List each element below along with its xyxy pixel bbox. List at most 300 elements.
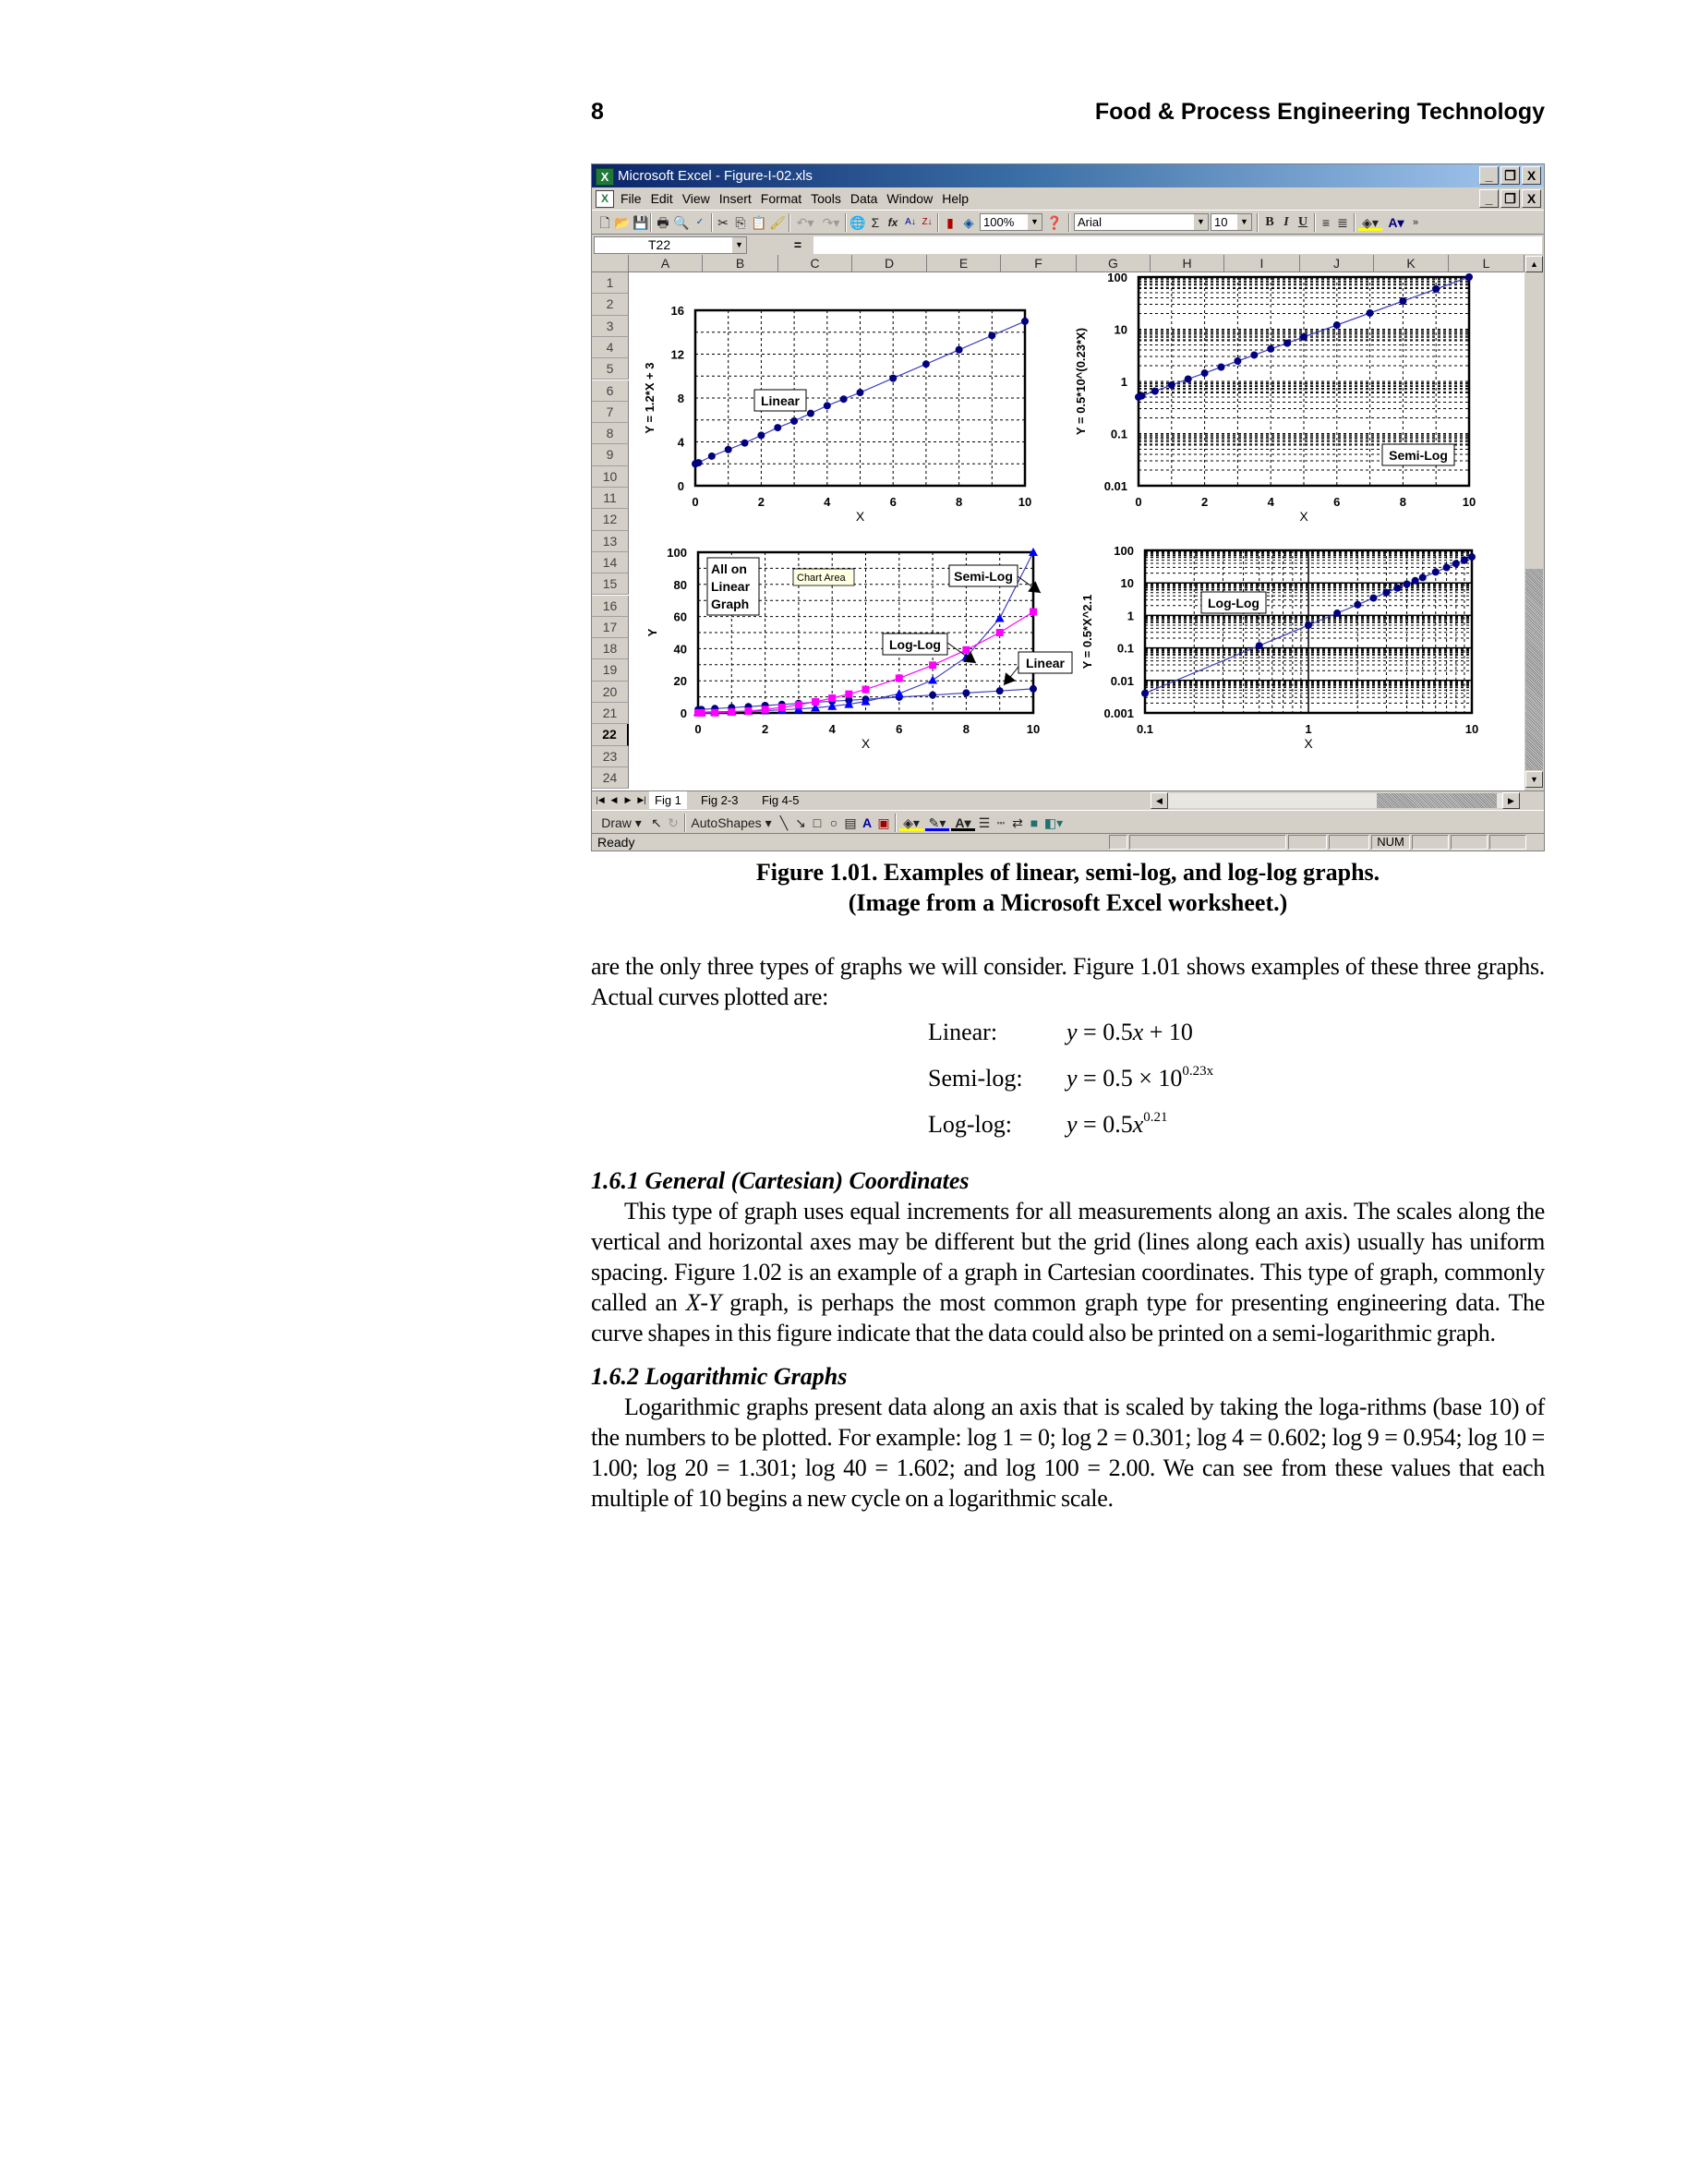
minimize-button[interactable]: _ [1479, 166, 1499, 185]
annotation-all-on-linear-graph: Graph [711, 597, 750, 611]
data-point [1256, 642, 1263, 649]
y-tick-label: 0.01 [1103, 479, 1127, 493]
row-header-23[interactable]: 23 [592, 746, 629, 767]
equations-block [928, 1014, 1297, 1152]
window-title: Microsoft Excel - Figure-I-02.xls [618, 168, 813, 184]
prev-sheet-icon[interactable]: ◀ [610, 795, 618, 804]
free-rotate-icon[interactable]: ↻ [668, 815, 679, 830]
document-body [591, 857, 1545, 1514]
y-tick-label: 40 [673, 642, 687, 657]
status-panel [1109, 835, 1127, 850]
shadow-icon[interactable]: ■ [1030, 815, 1039, 830]
title-bar [592, 164, 1544, 187]
wordart-icon[interactable]: A [862, 815, 873, 830]
bold-button[interactable]: B [1265, 215, 1274, 229]
data-point [1218, 364, 1225, 371]
y-tick-label: 20 [673, 674, 687, 689]
data-point [1030, 685, 1037, 693]
clip-art-icon[interactable]: ▣ [877, 815, 890, 830]
data-point [988, 332, 995, 339]
y-tick-label: 10 [1114, 322, 1127, 337]
equation-exponent: 0.21 [1143, 1110, 1168, 1125]
new-icon[interactable]: 🗋 [599, 215, 610, 230]
status-bar [592, 833, 1544, 851]
row-header-24[interactable]: 24 [592, 767, 629, 789]
equation-exponent: 0.23x [1182, 1064, 1214, 1079]
data-point [1432, 285, 1440, 293]
section-1-emphasis: X-Y [685, 1289, 721, 1316]
equation-formula [1066, 1060, 1213, 1097]
data-point [728, 708, 735, 716]
data-point [824, 402, 831, 409]
chevron-down-icon[interactable]: ▼ [1028, 214, 1042, 230]
y-tick-label: 0.1 [1110, 427, 1127, 441]
x-tick-label: 10 [1464, 722, 1479, 736]
formula-bar [592, 235, 1544, 255]
data-point [795, 701, 802, 708]
vertical-scroll-thumb[interactable] [1525, 569, 1543, 770]
row-header-21[interactable]: 21 [592, 703, 629, 724]
x-axis-label: X [861, 736, 871, 751]
data-point [956, 346, 963, 354]
scroll-left-icon[interactable]: ◀ [1151, 792, 1168, 809]
chevron-down-icon[interactable]: ▼ [1237, 214, 1251, 230]
data-point [840, 395, 848, 403]
menu-format[interactable]: Format [760, 191, 802, 206]
close-button[interactable]: X [1522, 166, 1541, 185]
menu-window[interactable]: Window [886, 191, 934, 206]
annotation-combined-linear: Linear [1025, 656, 1066, 670]
row-header-13[interactable]: 13 [592, 531, 629, 552]
annotation-semi-log: Semi-Log [1389, 448, 1448, 463]
zoom-value: 100% [983, 215, 1015, 229]
last-sheet-icon[interactable]: ▶| [637, 795, 646, 804]
dash-style-icon[interactable]: ┅ [996, 815, 1006, 830]
y-tick-label: 1 [1120, 375, 1127, 389]
print-icon[interactable]: 🖶 [657, 215, 669, 230]
equation-lhs: y [1066, 1111, 1078, 1138]
arrow-style-icon[interactable]: ⇄ [1012, 815, 1023, 830]
row-header-15[interactable]: 15 [592, 573, 629, 595]
equation-row [928, 1060, 1297, 1106]
drawing-icon[interactable]: ◈ [963, 215, 974, 230]
scroll-right-icon[interactable]: ▶ [1502, 792, 1520, 809]
y-axis-label: Y = 0.5*10^(0.23*X) [1074, 327, 1088, 436]
y-tick-label: 60 [673, 609, 687, 624]
menu-insert[interactable]: Insert [718, 191, 752, 206]
row-header-5[interactable]: 5 [592, 358, 629, 380]
arrow-icon[interactable]: ↘ [795, 815, 806, 830]
menu-edit[interactable]: Edit [650, 191, 673, 206]
data-point [896, 674, 903, 682]
row-header-2[interactable]: 2 [592, 294, 629, 315]
row-header-20[interactable]: 20 [592, 682, 629, 703]
sheet-tab-fig-2-3[interactable]: Fig 2-3 [701, 793, 739, 807]
menu-bar [592, 187, 1544, 210]
data-point [1030, 609, 1037, 616]
font-size-combo[interactable] [1211, 213, 1252, 231]
redo-icon[interactable]: ↷▾ [822, 215, 840, 230]
equation-formula [1066, 1106, 1168, 1143]
data-point [1452, 560, 1460, 567]
row-header-4[interactable]: 4 [592, 337, 629, 358]
data-point [790, 417, 798, 425]
column-header-b[interactable]: B [703, 255, 778, 272]
x-tick-label: 0 [692, 495, 699, 509]
data-point [1151, 388, 1159, 395]
row-header-6[interactable]: 6 [592, 380, 629, 402]
data-point [1443, 564, 1451, 572]
equation-rhs: = 0.5 × 10 [1077, 1065, 1183, 1092]
status-panel [1129, 835, 1286, 850]
data-point [1333, 321, 1341, 329]
y-axis-label: Y = 1.2*X + 3 [643, 362, 657, 434]
data-point [929, 692, 936, 699]
row-header-14[interactable]: 14 [592, 552, 629, 573]
y-tick-label: 0.01 [1110, 673, 1134, 688]
running-title: Food & Process Engineering Technology [1094, 99, 1545, 125]
row-header-18[interactable]: 18 [592, 638, 629, 659]
print-preview-icon[interactable]: 🔍 [673, 215, 690, 230]
data-point [1141, 690, 1149, 697]
line-color-icon[interactable]: ✎▾ [925, 814, 949, 831]
doc-restore-button[interactable]: ❐ [1500, 189, 1520, 208]
data-point [812, 698, 819, 706]
column-header-d[interactable]: D [852, 255, 927, 272]
autoshapes-menu-button[interactable]: AutoShapes ▾ [691, 815, 772, 830]
italic-button[interactable]: I [1283, 215, 1289, 229]
select-objects-icon[interactable]: ↖ [651, 815, 662, 830]
charts-layer [592, 255, 1524, 790]
data-point [1139, 392, 1146, 400]
equation-formula [1066, 1014, 1193, 1051]
status-num: NUM [1371, 835, 1410, 850]
equation-lhs: y [1066, 1019, 1078, 1045]
equation-var: x [1132, 1019, 1144, 1045]
y-tick-label: 12 [670, 347, 684, 362]
column-header-h[interactable]: H [1151, 255, 1224, 272]
menu-file[interactable]: File [621, 191, 642, 206]
data-point [1185, 375, 1192, 382]
section-2-paragraph: Logarithmic graphs present data along an axis that is scaled by taking the loga-rithms (base 10) of the numbers to be plotted. For example: log 1 = 0; log 2 = 0.301; log 4 = 0.602; log 9 = 0.954; log 10 = 1.00; log 20 = 1.301; log 40 = 1.602; and log 100 = 2.00. We can see from these values that each multiple of 10 begins a new cycle on a logarithmic scale. [591, 1394, 1545, 1512]
drawing-toolbar [592, 810, 1544, 833]
font-size-value: 10 [1214, 215, 1228, 229]
data-point [698, 709, 705, 717]
sheet-tab-fig-1[interactable]: Fig 1 [649, 791, 687, 809]
x-tick-label: 4 [824, 495, 831, 509]
save-icon[interactable]: 💾 [633, 215, 649, 230]
column-header-i[interactable]: I [1224, 255, 1300, 272]
y-tick-label: 16 [670, 304, 684, 318]
y-tick-label: 80 [673, 577, 687, 592]
x-tick-label: 4 [828, 722, 836, 736]
name-box-value: T22 [648, 237, 671, 252]
font-value: Arial [1078, 215, 1103, 229]
column-header-g[interactable]: G [1077, 255, 1151, 272]
x-axis-label: X [1299, 509, 1308, 524]
zoom-combo[interactable] [980, 213, 1042, 231]
data-point [757, 431, 765, 439]
format-painter-icon[interactable]: 🖌 [769, 215, 786, 230]
x-tick-label: 6 [889, 495, 897, 509]
column-header-j[interactable]: J [1300, 255, 1374, 272]
data-point [1419, 573, 1427, 581]
data-point [807, 410, 814, 417]
font-color-icon[interactable]: A▾ [1388, 215, 1404, 230]
line-style-icon[interactable]: ☰ [978, 815, 991, 830]
equation-rhs: = 0.5 [1077, 1019, 1133, 1045]
page-number: 8 [591, 99, 604, 125]
column-header-e[interactable]: E [927, 255, 1001, 272]
copy-icon[interactable]: ⎘ [735, 215, 746, 230]
workbook-icon[interactable]: X [596, 190, 614, 208]
chevron-down-icon[interactable]: ▼ [1194, 214, 1208, 230]
data-point [711, 709, 718, 717]
equation-row [928, 1014, 1297, 1060]
autoshapes-label: AutoShapes [691, 815, 762, 830]
sheet-tab-fig-4-5[interactable]: Fig 4-5 [762, 793, 800, 807]
data-point [741, 440, 749, 447]
status-ready: Ready [597, 835, 635, 850]
section-1-heading: 1.6.1 General (Cartesian) Coordinates [591, 1167, 970, 1194]
doc-close-button[interactable]: X [1522, 189, 1541, 208]
annotation-log-log: Log-Log [1208, 596, 1259, 610]
y-tick-label: 0 [677, 479, 684, 493]
rectangle-icon[interactable]: □ [813, 815, 822, 830]
menu-help[interactable]: Help [942, 191, 969, 206]
line-icon[interactable]: ╲ [779, 815, 789, 830]
y-axis-label: Y [645, 628, 659, 637]
x-tick-label: 4 [1267, 495, 1274, 509]
autosum-icon[interactable]: Σ [871, 215, 880, 230]
x-tick-label: 8 [962, 722, 970, 736]
function-icon[interactable]: fx [887, 216, 898, 229]
excel-window [591, 163, 1545, 851]
status-panel [1412, 835, 1449, 850]
data-point [1201, 369, 1209, 377]
column-header-f[interactable]: F [1001, 255, 1077, 272]
row-header-1[interactable]: 1 [592, 272, 629, 294]
row-header-3[interactable]: 3 [592, 316, 629, 337]
data-point [762, 706, 769, 713]
data-point [1461, 557, 1468, 564]
x-tick-label: 2 [761, 722, 769, 736]
column-header-k[interactable]: K [1374, 255, 1449, 272]
data-point [1382, 589, 1390, 597]
font-combo[interactable] [1074, 213, 1209, 231]
data-point [962, 646, 970, 654]
plot-area [695, 310, 1025, 486]
equation-label: Log-log: [928, 1111, 1012, 1138]
menu-data[interactable]: Data [850, 191, 878, 206]
3d-icon[interactable]: ◧▾ [1043, 815, 1064, 830]
text-box-icon[interactable]: ▤ [844, 815, 857, 830]
column-header-a[interactable]: A [629, 255, 703, 272]
status-panel [1451, 835, 1488, 850]
fill-color-icon[interactable]: ◈▾ [899, 814, 923, 831]
row-header-9[interactable]: 9 [592, 444, 629, 465]
doc-minimize-button[interactable]: _ [1479, 189, 1499, 208]
cut-icon[interactable]: ✂ [717, 215, 729, 230]
x-tick-label: 2 [757, 495, 765, 509]
sort-descending-icon[interactable]: Z↓ [922, 217, 933, 227]
horizontal-scrollbar[interactable] [1151, 793, 1520, 808]
vertical-scrollbar[interactable] [1524, 255, 1544, 790]
data-point [889, 375, 897, 382]
row-header-19[interactable]: 19 [592, 659, 629, 681]
draw-menu-button[interactable]: Draw ▾ [601, 815, 642, 830]
underline-button[interactable]: U [1297, 215, 1308, 229]
x-tick-label: 6 [896, 722, 903, 736]
annotation-combined-semi-log: Semi-Log [954, 569, 1013, 584]
row-header-17[interactable]: 17 [592, 617, 629, 638]
x-tick-label: 10 [1462, 495, 1476, 509]
data-point [1333, 609, 1341, 617]
row-header-7[interactable]: 7 [592, 402, 629, 423]
hyperlink-icon[interactable]: 🌐 [850, 215, 866, 230]
intro-paragraph: are the only three types of graphs we will consider. Figure 1.01 shows examples of these three graphs. Actual curves plotted are: [591, 953, 1545, 1010]
chevron-down-icon[interactable]: ▼ [732, 237, 746, 253]
align-left-icon[interactable]: ≡ [1321, 215, 1331, 230]
first-sheet-icon[interactable]: |◀ [596, 795, 605, 804]
name-box[interactable] [594, 236, 747, 254]
y-tick-label: 10 [1120, 576, 1134, 591]
chart-area-tooltip: Chart Area [797, 573, 846, 584]
data-point [1305, 621, 1312, 629]
x-tick-label: 8 [1399, 495, 1407, 509]
toolbar-overflow-icon[interactable]: » [1412, 217, 1419, 228]
annotation-combined-log-log: Log-Log [889, 637, 941, 652]
font-color-icon[interactable]: A▾ [951, 814, 975, 831]
data-point [1234, 357, 1241, 365]
y-tick-label: 1 [1127, 609, 1134, 623]
restore-button[interactable]: ❐ [1500, 166, 1520, 185]
annotation-all-on-linear-graph: Linear [711, 579, 751, 594]
x-tick-label: 6 [1333, 495, 1341, 509]
data-point [778, 704, 786, 711]
data-point [922, 360, 930, 368]
align-center-icon[interactable]: ≣ [1337, 215, 1348, 230]
data-point [962, 689, 970, 696]
figure-caption-line1: Figure 1.01. Examples of linear, semi-log, and log-log graphs. [755, 859, 1380, 886]
data-point [1354, 601, 1361, 609]
paste-icon[interactable]: 📋 [751, 215, 767, 230]
y-axis-label: Y = 0.5*X^2.1 [1080, 594, 1094, 670]
next-sheet-icon[interactable]: ▶ [624, 795, 632, 804]
data-point [695, 459, 703, 466]
equation-lhs: y [1066, 1065, 1078, 1092]
data-point [857, 389, 864, 396]
row-header-11[interactable]: 11 [592, 488, 629, 509]
sort-ascending-icon[interactable]: A↓ [905, 217, 916, 227]
section-1-paragraph [591, 1196, 1545, 1348]
column-header-l[interactable]: L [1449, 255, 1524, 272]
edit-formula-button[interactable]: = [793, 237, 802, 252]
horizontal-scroll-thumb[interactable] [1377, 793, 1497, 808]
section-1-text-b: graph, is perhaps the most common graph type for presenting engineering data. The curve shapes in this figure indicate that the data could also be printed on a semi-logarithmic graph. [591, 1289, 1546, 1346]
column-header-c[interactable]: C [778, 255, 852, 272]
y-tick-label: 4 [677, 435, 684, 450]
row-header-16[interactable]: 16 [592, 596, 629, 617]
data-point [1465, 273, 1473, 281]
y-tick-label: 8 [677, 392, 684, 405]
help-icon[interactable]: ❓ [1046, 215, 1063, 230]
excel-app-icon: X [596, 168, 614, 186]
data-point [1250, 351, 1258, 358]
y-tick-label: 0.001 [1103, 706, 1134, 720]
data-point [996, 629, 1004, 636]
data-point [1369, 595, 1377, 602]
data-point [1393, 585, 1401, 592]
x-tick-label: 0 [694, 722, 702, 736]
x-tick-label: 2 [1200, 495, 1209, 509]
x-tick-label: 10 [1026, 722, 1041, 736]
data-point [725, 446, 732, 453]
annotation-all-on-linear-graph: All on [711, 561, 747, 576]
annotation-linear: Linear [760, 393, 801, 408]
data-point [1283, 340, 1291, 347]
spelling-icon[interactable]: ✓ [695, 217, 705, 227]
oval-icon[interactable]: ○ [829, 815, 838, 830]
equation-tail: + 10 [1143, 1019, 1193, 1045]
fill-color-icon[interactable]: ◈▾ [1358, 213, 1382, 231]
chart-linear [643, 304, 1031, 524]
data-point [1412, 577, 1419, 585]
data-point [1168, 381, 1175, 389]
row-header-8[interactable]: 8 [592, 423, 629, 444]
row-header-22[interactable]: 22 [592, 724, 629, 745]
x-tick-label: 0.1 [1136, 722, 1154, 736]
open-icon[interactable]: 📂 [614, 215, 631, 230]
worksheet-grid[interactable] [592, 255, 1524, 790]
data-point [1367, 309, 1374, 317]
chart-log-log [1080, 544, 1478, 751]
data-point [744, 707, 752, 715]
x-tick-label: 0 [1135, 495, 1142, 509]
data-point [1468, 553, 1476, 561]
row-header-12[interactable]: 12 [592, 509, 629, 530]
equation-rhs: = 0.5 [1077, 1111, 1133, 1138]
data-point [1021, 318, 1029, 325]
menu-tools[interactable]: Tools [811, 191, 841, 206]
chart-wizard-icon[interactable]: ▮ [946, 215, 954, 230]
data-point [996, 687, 1004, 694]
data-point [828, 694, 836, 702]
data-point [1432, 568, 1440, 575]
undo-icon[interactable]: ↶▾ [796, 215, 814, 230]
row-header-10[interactable]: 10 [592, 466, 629, 488]
x-tick-label: 10 [1018, 495, 1032, 509]
figure-caption-line2: (Image from a Microsoft Excel worksheet.) [848, 889, 1288, 916]
section-2-heading: 1.6.2 Logarithmic Graphs [591, 1363, 848, 1390]
chart-semi-log [1074, 271, 1476, 524]
data-point [929, 661, 936, 669]
menu-view[interactable]: View [681, 191, 710, 206]
data-point [1399, 297, 1406, 305]
equation-label: Semi-log: [928, 1065, 1023, 1092]
data-point [708, 452, 716, 460]
status-panel [1288, 835, 1327, 850]
standard-toolbar [592, 210, 1544, 235]
formula-input[interactable] [813, 236, 1542, 254]
status-panel [1489, 835, 1526, 850]
sheet-tab-bar [592, 790, 1544, 810]
equation-label: Linear: [928, 1019, 998, 1045]
scroll-down-icon[interactable]: ▼ [1525, 771, 1543, 788]
scroll-up-icon[interactable]: ▲ [1525, 256, 1543, 272]
data-point [845, 691, 852, 698]
data-point [1300, 333, 1307, 341]
